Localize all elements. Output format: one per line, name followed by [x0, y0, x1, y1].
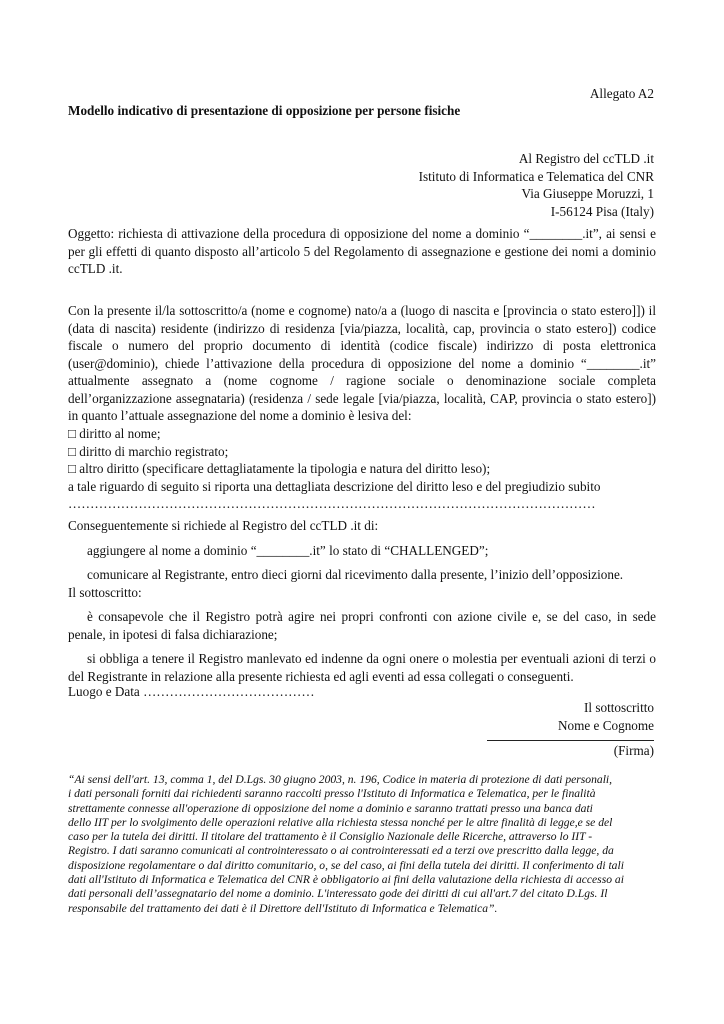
recipient-line: Istituto di Informatica e Telematica del CNR — [418, 168, 654, 184]
document-title: Modello indicativo di presentazione di opposizione per persone fisiche — [68, 103, 461, 118]
checkbox-option-name-right[interactable]: □ diritto al nome; — [68, 426, 161, 441]
recipient-address — [419, 150, 654, 221]
recipient-line: Via Giuseppe Moruzzi, 1 — [521, 186, 654, 202]
subject-paragraph: Oggetto: richiesta di attivazione della procedura di opposizione del nome a dominio “________.it”, ai sensi e per gli effetti di quanto disposto all’articolo 5 del Regolamento di assegnazione e gestione dei nomi a dominio ccTLD .it. — [68, 226, 656, 276]
signature-label: (Firma) — [613, 743, 654, 758]
damage-description-dotted-line: ………………………………………………………………………………………………………… — [68, 496, 596, 511]
privacy-line: i dati personali forniti dai richiedenti saranno raccolti presso l'Istituto di Informatica e Telematica, per le finalità — [68, 787, 596, 801]
privacy-line: responsabile del trattamento dei dati è il Direttore dell'Istituto di Informatica e Telematica”. — [68, 901, 498, 915]
declaration-item: è consapevole che il Registro potrà agire nei propri confronti con azione civile e, se del caso, in sede penale, in ipotesi di falsa dichiarazione; — [68, 609, 656, 642]
checkbox-option-other-right[interactable]: □ altro diritto (specificare dettagliatamente la tipologia e natura del diritto leso); — [68, 461, 491, 476]
rights-checklist — [68, 425, 656, 513]
privacy-line: dati all'Istituto di Informatica e Telematica del CNR è obbligatorio ai fini della valutazione della richiesta di accesso ai — [68, 873, 624, 887]
requests-section — [68, 517, 656, 685]
recipient-line: I-56124 Pisa (Italy) — [550, 204, 654, 220]
privacy-line: strettamente connesse all'operazione di opposizione del nome a dominio e saranno trattati presso una banca dati — [68, 801, 593, 815]
recipient-line: Al Registro del ccTLD .it — [518, 151, 654, 166]
annex-label: Allegato A2 — [589, 86, 654, 101]
checkbox-option-trademark-right[interactable]: □ diritto di marchio registrato; — [68, 443, 229, 459]
signature-line — [487, 740, 654, 741]
privacy-line: dati personali dell’assegnatario del nome a dominio. L'interessato gode dei diritti di cui all'art.7 del citato D.Lgs. Il — [68, 887, 608, 901]
request-item: comunicare al Registrante, entro dieci giorni dal ricevimento dalla presente, l’inizio dell’opposizione. — [87, 567, 624, 582]
declaration-item: si obbliga a tenere il Registro manlevato ed indenne da ogni onere o molestia per eventuali azioni di terzi o del Registrante in relazione alla presente richiesta ed agli eventi ad essa collegati o conseguenti. — [68, 651, 656, 684]
privacy-line: dello IIT per lo svolgimento delle operazioni relative alla richiesta stessa nonché per le altre finalità di legge,e se del — [68, 815, 613, 829]
privacy-line: disposizione regolamentare o dal diritto comunitario, o, se del caso, ai fini della tutela dei diritti. Il conferimento di tali — [68, 858, 624, 872]
privacy-line: “Ai sensi dell'art. 13, comma 1, del D.Lgs. 30 giugno 2003, n. 196, Codice in materia di protezione di dati personali, — [68, 773, 613, 786]
request-item: aggiungere al nome a dominio “________.it” lo stato di “CHALLENGED”; — [87, 542, 489, 558]
signer-block — [558, 699, 654, 734]
privacy-line: Registro. I dati saranno comunicati al controinteressato o ai controinteressati ed a terzi ove prescritto dalla legge, da — [68, 844, 614, 858]
damage-description-label: a tale riguardo di seguito si riporta una dettagliata descrizione del diritto leso e del pregiudizio subito — [68, 478, 601, 494]
signer-name-label: Nome e Cognome — [558, 717, 654, 733]
privacy-notice — [68, 773, 656, 916]
requests-intro: Conseguentemente si richiede al Registro del ccTLD .it di: — [68, 518, 379, 533]
privacy-line: caso per la tutela dei diritti. Il titolare del trattamento è il Consiglio Nazionale delle Ricerche, attraverso lo IIT - — [68, 830, 593, 844]
request-body-paragraph: Con la presente il/la sottoscritto/a (nome e cognome) nato/a a (luogo di nascita e [provincia o stato estero]]) il (data di nascita) residente (indirizzo di residenza [via/piazza, località, cap, provincia o stato estero]) codice fiscale o numero del proprio documento di identità (codice fiscale) indirizzo di posta elettronica (user@dominio), chiede l’attivazione della procedura di opposizione del nome a dominio “________.it” attualmente assegnato a (nome cognome / ragione sociale o denominazione sociale completa dell’organizzazione assegnataria) (residenza / sede legale [via/piazza, località, CAP, provincia o stato estero]) in quanto l’attuale assegnazione del nome a dominio è lesiva del: — [68, 303, 656, 423]
place-and-date: Luogo e Data ………………………………… — [68, 684, 315, 699]
signer-intro: Il sottoscritto: — [68, 584, 142, 600]
signer-label: Il sottoscritto — [584, 700, 654, 715]
